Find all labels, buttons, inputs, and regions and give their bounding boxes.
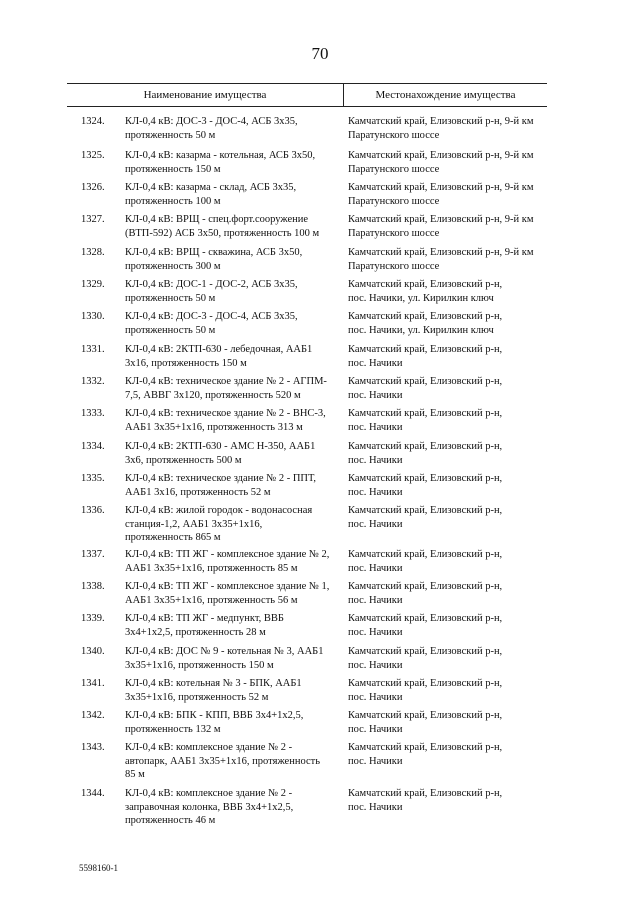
property-location-line: Камчатский край, Елизовский р-н,: [348, 581, 503, 592]
property-location-line: Камчатский край, Елизовский р-н,: [348, 505, 503, 516]
property-name-line: (ВТП-592) АСБ 3х50, протяженность 100 м: [125, 227, 320, 239]
row-number: 1336.: [81, 505, 105, 516]
property-location: [348, 115, 548, 142]
property-location-line: пос. Начики: [348, 723, 403, 735]
property-location-line: Камчатский край, Елизовский р-н,: [348, 549, 503, 560]
property-name-line: КЛ-0,4 кВ: 2КТП-630 - АМС Н-350, ААБ1: [125, 441, 316, 452]
property-location: [348, 181, 548, 208]
property-name-line: КЛ-0,4 кВ: казарма - склад, АСБ 3х35,: [125, 182, 297, 193]
property-location-line: пос. Начики: [348, 594, 403, 606]
property-location: [348, 504, 548, 531]
property-location-line: Паратунского шоссе: [348, 129, 440, 141]
row-number: 1332.: [81, 376, 105, 387]
row-number: 1339.: [81, 613, 105, 624]
row-number: 1342.: [81, 710, 105, 721]
property-location: [348, 213, 548, 240]
property-name-line: протяженность 50 м: [125, 292, 216, 304]
property-name-line: станция-1,2, ААБ1 3х35+1х16,: [125, 518, 263, 530]
property-name-line: КЛ-0,4 кВ: ДОС № 9 - котельная № 3, ААБ1: [125, 646, 324, 657]
property-name-line: заправочная колонка, ВВБ 3х4+1х2,5,: [125, 801, 294, 813]
property-name: [125, 580, 340, 607]
row-number: 1343.: [81, 742, 105, 753]
property-name-line: КЛ-0,4 кВ: ВРЩ - спец.форт.сооружение: [125, 214, 309, 225]
property-name: [125, 472, 340, 499]
property-name: [125, 612, 340, 639]
property-location: [348, 787, 548, 814]
property-name-line: 3х35+1х16, протяженность 150 м: [125, 659, 274, 671]
property-name-line: протяженность 865 м: [125, 532, 221, 543]
row-number: 1330.: [81, 311, 105, 322]
property-name-line: КЛ-0,4 кВ: ДОС-3 - ДОС-4, АСБ 3х35,: [125, 311, 298, 322]
property-name: [125, 149, 340, 176]
property-name-line: протяженность 50 м: [125, 324, 216, 336]
property-name: [125, 709, 340, 736]
property-location-line: Паратунского шоссе: [348, 163, 440, 175]
property-location-line: Паратунского шоссе: [348, 227, 440, 239]
row-number: 1341.: [81, 678, 105, 689]
column-header-location: Местонахождение имущества: [375, 89, 516, 101]
property-location-line: Паратунского шоссе: [348, 260, 440, 272]
property-name-line: протяженность 50 м: [125, 129, 216, 141]
property-location: [348, 149, 548, 176]
property-location: [348, 645, 548, 672]
property-location-line: пос. Начики, ул. Кирилкин ключ: [348, 292, 494, 304]
property-location-line: пос. Начики: [348, 562, 403, 574]
row-number: 1329.: [81, 279, 105, 290]
property-location-line: Камчатский край, Елизовский р-н,: [348, 646, 503, 657]
property-location-line: пос. Начики: [348, 454, 403, 466]
property-name: [125, 504, 340, 545]
property-name: [125, 440, 340, 467]
property-location: [348, 343, 548, 370]
property-location: [348, 472, 548, 499]
property-location-line: пос. Начики: [348, 357, 403, 369]
row-number: 1328.: [81, 247, 105, 258]
property-location-line: Камчатский край, Елизовский р-н,: [348, 279, 503, 290]
property-name-line: 7,5, АВВГ 3х120, протяженность 520 м: [125, 389, 301, 401]
property-location-line: Камчатский край, Елизовский р-н, 9-й км: [348, 150, 534, 161]
row-number: 1325.: [81, 150, 105, 161]
property-name-line: КЛ-0,4 кВ: техническое здание № 2 - ВНС-3,: [125, 408, 326, 419]
property-location: [348, 375, 548, 402]
property-name: [125, 787, 340, 828]
property-name-line: КЛ-0,4 кВ: ДОС-3 - ДОС-4, АСБ 3х35,: [125, 116, 298, 127]
property-location: [348, 440, 548, 467]
row-number: 1327.: [81, 214, 105, 225]
property-location-line: пос. Начики: [348, 389, 403, 401]
property-location-line: Камчатский край, Елизовский р-н,: [348, 441, 503, 452]
page-number: 70: [311, 44, 329, 63]
column-header-name: Наименование имущества: [143, 89, 267, 101]
property-location-line: пос. Начики: [348, 659, 403, 671]
row-number: 1334.: [81, 441, 105, 452]
property-location-line: Камчатский край, Елизовский р-н,: [348, 678, 503, 689]
property-location-line: пос. Начики: [348, 421, 403, 433]
property-name-line: 85 м: [125, 769, 145, 780]
property-name-line: ААБ1 3х35+1х16, протяженность 313 м: [125, 421, 303, 433]
property-name-line: КЛ-0,4 кВ: жилой городок - водонасосная: [125, 505, 313, 516]
property-location: [348, 278, 548, 305]
property-location-line: Камчатский край, Елизовский р-н,: [348, 710, 503, 721]
property-name: [125, 310, 340, 337]
property-name: [125, 213, 340, 240]
property-location-line: пос. Начики: [348, 755, 403, 767]
property-location-line: Камчатский край, Елизовский р-н,: [348, 473, 503, 484]
property-name-line: КЛ-0,4 кВ: ДОС-1 - ДОС-2, АСБ 3х35,: [125, 279, 298, 290]
property-location: [348, 709, 548, 736]
property-name-line: протяженность 100 м: [125, 195, 221, 207]
property-location: [348, 548, 548, 575]
property-location-line: пос. Начики: [348, 626, 403, 638]
property-name: [125, 278, 340, 305]
property-name: [125, 343, 340, 370]
property-location: [348, 407, 548, 434]
property-name-line: КЛ-0,4 кВ: ТП ЖГ - комплексное здание № 2,: [125, 549, 330, 560]
property-name-line: ААБ1 3х16, протяженность 52 м: [125, 486, 271, 498]
property-name-line: протяженность 46 м: [125, 815, 216, 826]
property-name-line: 3х6, протяженность 500 м: [125, 454, 242, 466]
property-name-line: КЛ-0,4 кВ: техническое здание № 2 - АГПМ-: [125, 376, 327, 387]
property-location-line: пос. Начики: [348, 691, 403, 703]
property-name: [125, 741, 340, 782]
property-name: [125, 548, 340, 575]
property-name-line: ААБ1 3х35+1х16, протяженность 56 м: [125, 594, 298, 606]
property-location-line: Камчатский край, Елизовский р-н,: [348, 344, 503, 355]
property-name: [125, 246, 340, 273]
property-location: [348, 246, 548, 273]
row-number: 1340.: [81, 646, 105, 657]
table-header: [67, 83, 547, 107]
property-location-line: Камчатский край, Елизовский р-н,: [348, 408, 503, 419]
property-location-line: Камчатский край, Елизовский р-н,: [348, 742, 503, 753]
property-location-line: Камчатский край, Елизовский р-н, 9-й км: [348, 182, 534, 193]
property-name: [125, 677, 340, 704]
property-name-line: 3х35+1х16, протяженность 52 м: [125, 691, 269, 703]
row-number: 1335.: [81, 473, 105, 484]
property-name: [125, 115, 340, 142]
property-name-line: протяженность 132 м: [125, 723, 221, 735]
property-name-line: автопарк, ААБ1 3х35+1х16, протяженность: [125, 755, 321, 767]
property-location: [348, 580, 548, 607]
property-name-line: КЛ-0,4 кВ: ВРЩ - скважина, АСБ 3х50,: [125, 247, 303, 258]
property-name-line: КЛ-0,4 кВ: 2КТП-630 - лебедочная, ААБ1: [125, 344, 313, 355]
row-number: 1338.: [81, 581, 105, 592]
property-location-line: Камчатский край, Елизовский р-н, 9-й км: [348, 247, 534, 258]
property-name-line: ААБ1 3х35+1х16, протяженность 85 м: [125, 562, 298, 574]
property-name: [125, 375, 340, 402]
property-location: [348, 677, 548, 704]
row-number: 1344.: [81, 788, 105, 799]
property-location-line: пос. Начики: [348, 801, 403, 813]
property-name: [125, 645, 340, 672]
property-name-line: КЛ-0,4 кВ: ТП ЖГ - медпункт, ВВБ: [125, 613, 284, 624]
property-name-line: протяженность 300 м: [125, 260, 221, 272]
property-name: [125, 407, 340, 434]
row-number: 1326.: [81, 182, 105, 193]
property-location-line: пос. Начики: [348, 518, 403, 530]
property-location-line: Камчатский край, Елизовский р-н,: [348, 376, 503, 387]
property-name-line: КЛ-0,4 кВ: техническое здание № 2 - ППТ,: [125, 473, 316, 484]
property-name-line: КЛ-0,4 кВ: комплексное здание № 2 -: [125, 742, 293, 753]
property-location-line: пос. Начики: [348, 486, 403, 498]
property-location: [348, 741, 548, 768]
property-name-line: КЛ-0,4 кВ: котельная № 3 - БПК, ААБ1: [125, 678, 302, 689]
property-name-line: КЛ-0,4 кВ: БПК - КПП, ВВБ 3х4+1х2,5,: [125, 710, 304, 721]
row-number: 1337.: [81, 549, 105, 560]
row-number: 1324.: [81, 116, 105, 127]
property-name-line: КЛ-0,4 кВ: ТП ЖГ - комплексное здание № 1,: [125, 581, 330, 592]
property-location-line: Камчатский край, Елизовский р-н, 9-й км: [348, 116, 534, 127]
row-number: 1333.: [81, 408, 105, 419]
property-location-line: Камчатский край, Елизовский р-н, 9-й км: [348, 214, 534, 225]
property-name-line: протяженность 150 м: [125, 163, 221, 175]
property-location: [348, 310, 548, 337]
property-location-line: пос. Начики, ул. Кирилкин ключ: [348, 324, 494, 336]
property-name: [125, 181, 340, 208]
property-location-line: Камчатский край, Елизовский р-н,: [348, 613, 503, 624]
property-name-line: 3х16, протяженность 150 м: [125, 357, 247, 369]
document-id: 5598160-1: [79, 863, 118, 873]
property-name-line: КЛ-0,4 кВ: комплексное здание № 2 -: [125, 788, 293, 799]
property-location-line: Паратунского шоссе: [348, 195, 440, 207]
property-name-line: КЛ-0,4 кВ: казарма - котельная, АСБ 3х50,: [125, 150, 316, 161]
property-location-line: Камчатский край, Елизовский р-н,: [348, 311, 503, 322]
property-location-line: Камчатский край, Елизовский р-н,: [348, 788, 503, 799]
property-location: [348, 612, 548, 639]
property-name-line: 3х4+1х2,5, протяженность 28 м: [125, 626, 266, 638]
row-number: 1331.: [81, 344, 105, 355]
